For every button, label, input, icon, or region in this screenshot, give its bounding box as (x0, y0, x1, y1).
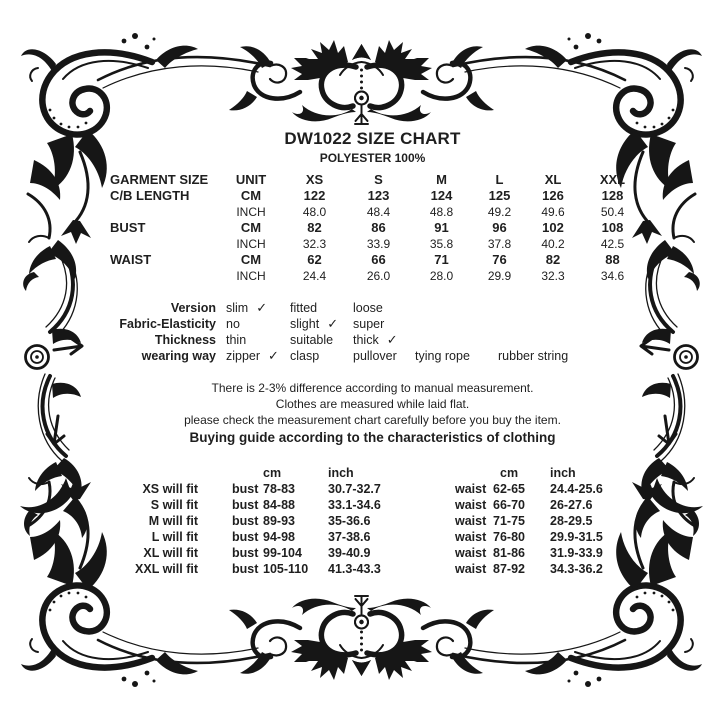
bust-cm: 99-104 (263, 546, 302, 560)
option-text: rubber string (498, 349, 569, 363)
size-cell: 29.9 (487, 269, 512, 283)
empty-cell (445, 561, 455, 577)
attribute-option (343, 300, 405, 316)
size-cell: 26.0 (366, 269, 391, 283)
unit-cell: CM (240, 252, 262, 267)
bust-inch: 39-40.9 (328, 546, 371, 560)
note-line: please check the measurement chart carefully before you buy the item. (184, 413, 561, 427)
size-cell: 71 (434, 252, 449, 267)
bust-cm: 94-98 (263, 530, 295, 544)
option-text: slim (226, 301, 249, 315)
page-title: DW1022 SIZE CHART (284, 129, 461, 148)
row-label: WAIST (110, 252, 152, 267)
waist-label: waist (455, 530, 487, 544)
option-text: clasp (290, 349, 320, 363)
waist-cm: 76-80 (493, 530, 525, 544)
column-header-l: L (495, 172, 504, 187)
guide-header-cm: cm (263, 466, 282, 480)
bust-label: bust (232, 498, 259, 512)
waist-label: waist (455, 514, 487, 528)
waist-label: waist (455, 482, 487, 496)
table-row (110, 268, 645, 284)
guide-row-m (105, 513, 640, 529)
bust-label: bust (232, 514, 259, 528)
size-cell: 128 (601, 188, 624, 203)
empty-cell (445, 481, 455, 497)
bust-inch: 30.7-32.7 (328, 482, 381, 496)
guide-row-label: L will fit (151, 530, 198, 544)
unit-cell: INCH (236, 237, 266, 251)
size-cell: 123 (367, 188, 390, 203)
size-cell: 122 (303, 188, 326, 203)
option-text: fitted (290, 301, 318, 315)
empty-cell (198, 529, 232, 545)
guide-row-s (105, 497, 640, 513)
table-row (110, 220, 645, 236)
empty-cell (198, 497, 232, 513)
size-table-header-row (110, 172, 645, 188)
size-cell: 48.8 (429, 205, 454, 219)
guide-row-label: XS will fit (142, 482, 198, 496)
buying-guide-heading: Buying guide according to the characteristics of clothing (189, 430, 556, 445)
option-text: loose (353, 301, 383, 315)
column-header-s: S (374, 172, 383, 187)
waist-cm: 87-92 (493, 562, 525, 576)
size-cell: 42.5 (600, 237, 625, 251)
attribute-option (280, 300, 343, 316)
guide-header-inch: inch (328, 466, 354, 480)
guide-row-label: S will fit (150, 498, 198, 512)
bust-cm: 78-83 (263, 482, 295, 496)
guide-header-inch: inch (550, 466, 576, 480)
size-cell: 76 (492, 252, 507, 267)
attribute-option (343, 316, 405, 332)
option-text: pullover (353, 349, 397, 363)
empty-cell (198, 465, 232, 481)
size-cell: 37.8 (487, 237, 512, 251)
check-mark-icon: ✓ (268, 348, 279, 363)
attribute-label: Fabric-Elasticity (119, 317, 216, 331)
waist-inch: 34.3-36.2 (550, 562, 603, 576)
waist-label: waist (455, 562, 487, 576)
attribute-row-fabric-elasticity (112, 316, 576, 332)
check-mark-icon: ✓ (327, 316, 339, 331)
note-line: Clothes are measured while laid flat. (275, 397, 470, 411)
bust-inch: 37-38.6 (328, 530, 371, 544)
size-cell: 88 (605, 252, 620, 267)
column-header-unit: UNIT (235, 172, 267, 187)
check-mark-icon: ✓ (256, 300, 268, 315)
size-cell: 50.4 (600, 205, 625, 219)
row-label: C/B LENGTH (110, 188, 190, 203)
unit-cell: CM (240, 188, 262, 203)
guide-row-xl (105, 545, 640, 561)
attributes-table (112, 300, 576, 364)
check-mark-icon: ✓ (386, 332, 398, 347)
attribute-option (216, 300, 280, 316)
waist-cm: 81-86 (493, 546, 525, 560)
waist-label: waist (455, 546, 487, 560)
guide-row-xxl (105, 561, 640, 577)
attribute-label: Thickness (154, 333, 216, 347)
option-text: slight (290, 317, 320, 331)
unit-cell: INCH (236, 269, 266, 283)
attribute-row-version (112, 300, 576, 316)
waist-cm: 71-75 (493, 514, 525, 528)
guide-row-label: XL will fit (143, 546, 198, 560)
size-cell: 32.3 (302, 237, 327, 251)
empty-cell (198, 513, 232, 529)
attribute-option (280, 348, 343, 364)
size-cell: 24.4 (302, 269, 327, 283)
size-cell: 34.6 (600, 269, 625, 283)
waist-inch: 28-29.5 (550, 514, 593, 528)
bust-inch: 35-36.6 (328, 514, 371, 528)
column-header-xs: XS (305, 172, 324, 187)
size-cell: 62 (307, 252, 322, 267)
size-cell: 66 (371, 252, 386, 267)
attribute-option (343, 348, 405, 364)
size-cell: 82 (307, 220, 322, 235)
attribute-row-thickness (112, 332, 576, 348)
bust-cm: 84-88 (263, 498, 295, 512)
empty-cell (105, 465, 198, 481)
bust-inch: 41.3-43.3 (328, 562, 381, 576)
unit-cell: CM (240, 220, 262, 235)
size-table (110, 172, 645, 284)
waist-label: waist (455, 498, 487, 512)
size-cell: 124 (430, 188, 453, 203)
option-text: thick (353, 333, 379, 347)
bust-label: bust (232, 482, 259, 496)
attribute-option (405, 348, 488, 364)
waist-inch: 26-27.6 (550, 498, 593, 512)
option-text: super (353, 317, 385, 331)
option-text: tying rope (415, 349, 470, 363)
size-cell: 49.6 (541, 205, 565, 219)
table-row (110, 236, 645, 252)
size-cell: 125 (488, 188, 511, 203)
bust-inch: 33.1-34.6 (328, 498, 381, 512)
size-cell: 48.4 (366, 205, 391, 219)
bust-cm: 105-110 (263, 562, 309, 576)
size-cell: 32.3 (541, 269, 565, 283)
size-cell: 102 (542, 220, 564, 235)
size-cell: 35.8 (429, 237, 454, 251)
empty-cell (445, 513, 455, 529)
attribute-option (280, 332, 343, 348)
size-cell: 49.2 (487, 205, 512, 219)
guide-header-row (105, 465, 640, 481)
attribute-option (216, 316, 280, 332)
attribute-option (216, 348, 280, 364)
option-text: thin (226, 333, 247, 347)
size-cell: 86 (371, 220, 386, 235)
waist-inch: 24.4-25.6 (550, 482, 603, 496)
buying-guide-table (105, 465, 640, 577)
bust-label: bust (232, 530, 259, 544)
empty-cell (445, 465, 455, 481)
row-label: BUST (110, 220, 146, 235)
empty-cell (198, 481, 232, 497)
attribute-option (216, 332, 280, 348)
size-cell: 82 (545, 252, 561, 267)
bust-label: bust (232, 546, 259, 560)
option-text: no (226, 317, 240, 331)
attribute-row-wearing-way (112, 348, 576, 364)
waist-inch: 29.9-31.5 (550, 530, 603, 544)
attribute-option (280, 316, 343, 332)
waist-inch: 31.9-33.9 (550, 546, 603, 560)
row-label (110, 204, 220, 220)
table-row (110, 188, 645, 204)
empty-cell (455, 465, 493, 481)
table-row (110, 204, 645, 220)
row-label (110, 236, 220, 252)
attribute-option (343, 332, 405, 348)
measurement-notes (22, 380, 723, 446)
attribute-option (488, 348, 576, 364)
size-cell: 108 (601, 220, 624, 235)
waist-cm: 66-70 (493, 498, 525, 512)
size-cell: 91 (434, 220, 449, 235)
empty-cell (445, 529, 455, 545)
empty-cell (198, 545, 232, 561)
attribute-label: Version (170, 301, 216, 315)
size-cell: 40.2 (541, 237, 565, 251)
unit-cell: INCH (236, 205, 266, 219)
empty-cell (232, 465, 263, 481)
size-cell: 96 (492, 220, 507, 235)
guide-row-xs (105, 481, 640, 497)
column-header-xl: XL (544, 172, 562, 187)
guide-row-l (105, 529, 640, 545)
empty-cell (198, 561, 232, 577)
option-text: suitable (290, 333, 334, 347)
waist-cm: 62-65 (493, 482, 525, 496)
table-row (110, 252, 645, 268)
size-cell: 28.0 (429, 269, 454, 283)
row-label (110, 268, 220, 284)
option-text: zipper (226, 349, 261, 363)
empty-cell (445, 545, 455, 561)
size-cell: 48.0 (302, 205, 327, 219)
note-line: There is 2-3% difference according to manual measurement. (211, 381, 534, 395)
size-cell: 126 (542, 188, 564, 203)
attribute-label: wearing way (141, 349, 216, 363)
column-header-garment-size: GARMENT SIZE (110, 172, 209, 187)
guide-header-cm: cm (500, 466, 519, 480)
page-subtitle: POLYESTER 100% (319, 151, 426, 165)
guide-row-label: XXL will fit (135, 562, 198, 576)
size-cell: 33.9 (366, 237, 391, 251)
bust-label: bust (232, 562, 259, 576)
column-header-m: M (436, 172, 447, 187)
empty-cell (445, 497, 455, 513)
column-header-xxl: XXL (599, 172, 626, 187)
guide-row-label: M will fit (148, 514, 198, 528)
bust-cm: 89-93 (263, 514, 295, 528)
